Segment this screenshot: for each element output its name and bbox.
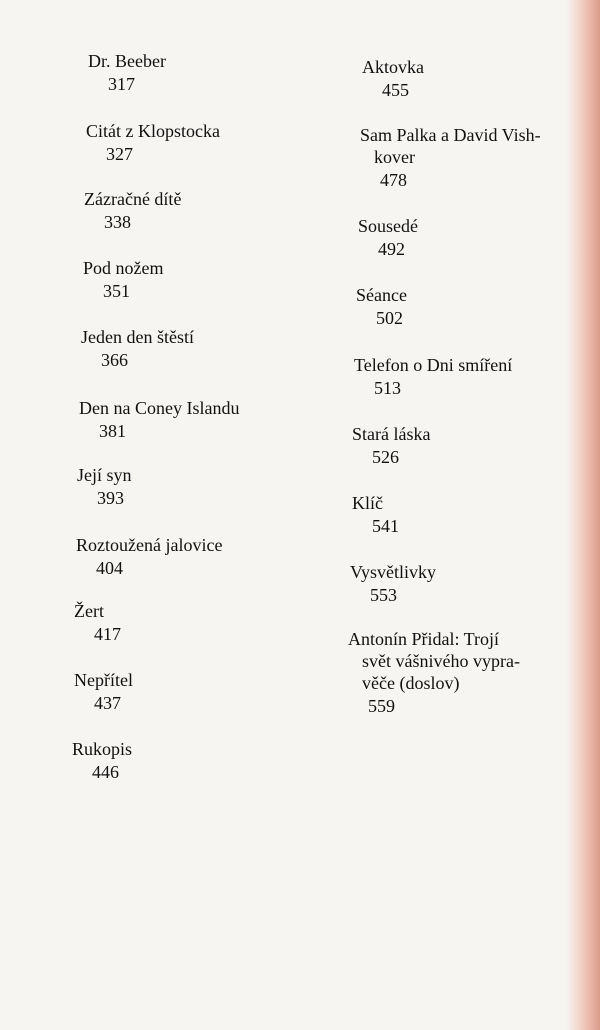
toc-entry [352,492,582,537]
toc-entry [354,354,584,399]
toc-entry-page: 404 [96,558,123,578]
toc-entry-page: 559 [368,696,395,716]
toc-entry-page: 492 [378,239,405,259]
toc-entry-title: Zázračné dítě [84,189,182,209]
toc-entry [72,738,322,783]
toc-entry [350,561,580,606]
toc-entry-page: 381 [99,421,126,441]
toc-entry-page: 437 [94,693,121,713]
toc-entry-title: Nepřítel [74,670,133,690]
toc-entry-title-continuation: svět vášnivého vypra- [362,651,520,671]
toc-entry [84,188,334,233]
toc-entry-title: Roztoužená jalovice [76,535,223,555]
toc-entry-page: 338 [104,212,131,232]
toc-entry [74,669,324,714]
toc-entry-title-line: Sam Palka a David Vish- [360,125,541,145]
toc-entry [79,397,329,442]
toc-entry-title-continuation: kover [374,147,415,167]
toc-entry-page: 393 [97,488,124,508]
toc-entry-title: Vysvětlivky [350,562,437,582]
toc-entry-title-continuation: věče (doslov) [362,673,460,693]
toc-entry [358,215,588,260]
toc-entry [362,56,592,101]
toc-entry [348,628,578,717]
toc-entry-page: 351 [103,281,130,301]
toc-entry-page: 366 [101,350,128,370]
toc-entry [74,600,324,645]
toc-entry [81,326,331,371]
toc-entry-page: 327 [106,144,133,164]
toc-entry-page: 553 [370,585,397,605]
toc-entry-title: Dr. Beeber [88,51,166,71]
toc-entry [83,257,333,302]
toc-entry-page: 502 [376,308,403,328]
toc-entry-page: 417 [94,624,121,644]
toc-entry-title: Klíč [352,493,383,513]
toc-entry-title-line: Antonín Přidal: Trojí [348,629,500,649]
toc-entry-page: 446 [92,762,119,782]
toc-entry-title: Aktovka [362,57,424,77]
toc-entry-title: Stará láska [352,424,431,444]
toc-entry-title: Telefon o Dni smíření [354,355,513,375]
toc-entry-title: Séance [356,285,407,305]
toc-entry-page: 455 [382,80,409,100]
toc-entry [76,534,326,579]
toc-entry-title: Rukopis [72,739,133,759]
toc-entry-page: 478 [380,170,407,190]
toc-entry-page: 526 [372,447,399,467]
toc-entry-title [348,628,578,694]
toc-entry [86,120,336,165]
toc-entry-page: 513 [374,378,401,398]
toc-entry-title: Den na Coney Islandu [79,398,240,418]
toc-entry [356,284,586,329]
toc-entry-title: Jeden den štěstí [81,327,194,347]
toc-entry [77,464,327,509]
toc-entry-page: 317 [108,74,135,94]
toc-entry-title: Žert [74,601,104,621]
toc-entry-title: Sousedé [358,216,418,236]
toc-entry [88,50,338,95]
toc-entry-title: Její syn [77,465,132,485]
toc-entry [352,423,582,468]
toc-entry [360,124,590,191]
toc-entry-page: 541 [372,516,399,536]
toc-entry-title [360,124,590,168]
toc-entry-title: Citát z Klopstocka [86,121,220,141]
toc-entry-title: Pod nožem [83,258,164,278]
